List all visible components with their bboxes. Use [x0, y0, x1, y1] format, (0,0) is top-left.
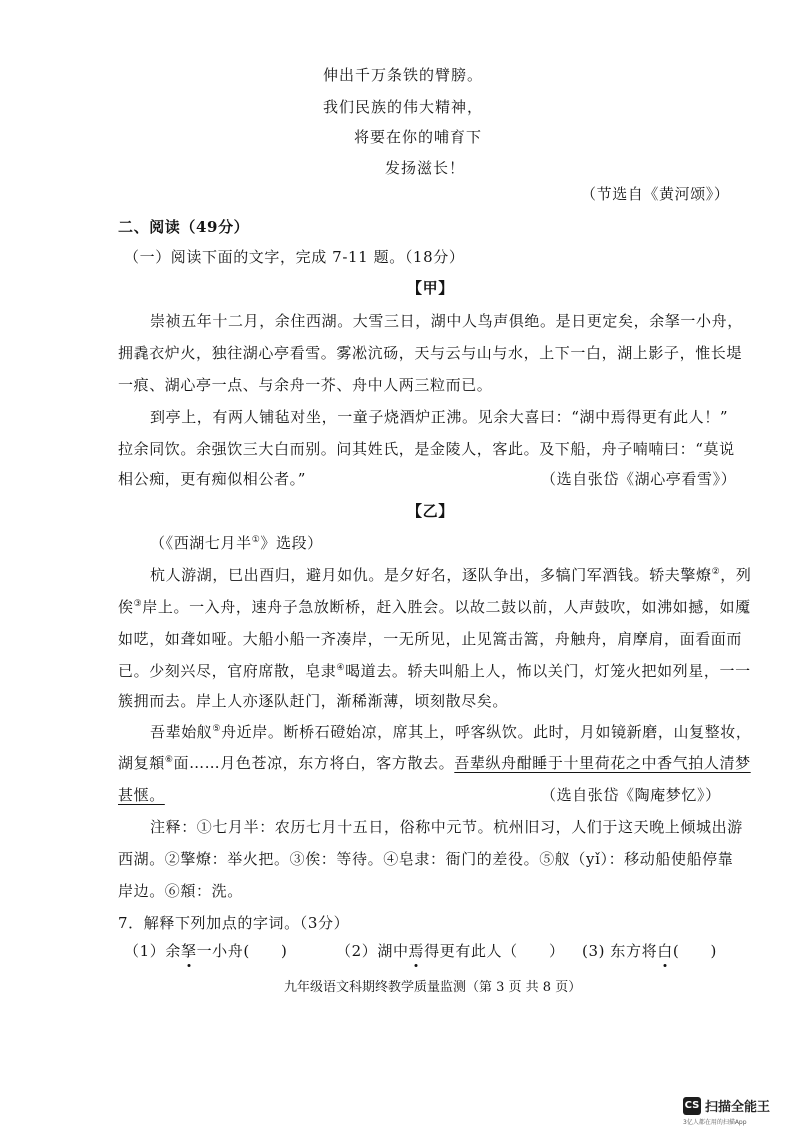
passage-yi-title: 【乙】	[407, 502, 454, 520]
emphasis-dot-char: 拏	[180, 942, 197, 960]
yi-line: 已。少刻兴尽，官府席散，皂隶④喝道去。轿夫叫船上人，怖以关门，灯笼火把如列星，一一	[118, 662, 751, 680]
question-7-item-2: （2）湖中焉得更有此人（ ）	[336, 942, 565, 960]
yi-line: 湖复頮⑥面……月色苍凉，东方将白，客方散去。吾辈纵舟酣睡于十里荷花之中香气拍人清梦	[118, 754, 751, 772]
underlined-sentence-end: 甚惬。	[118, 786, 165, 804]
jia-source: （选自张岱《湖心亭看雪》）	[541, 470, 737, 488]
yi-line	[118, 784, 165, 805]
poem-line-2: 我们民族的伟大精神，	[323, 98, 484, 116]
emphasis-dot-char: 白	[657, 942, 673, 960]
jia-line: 相公痴，更有痴似相公者。”	[118, 470, 306, 488]
question-7-item-1: （1）余拏一小舟( )	[124, 942, 288, 960]
cs-logo-icon: CS	[683, 1097, 701, 1115]
yi-source: （选自张岱《陶庵梦忆》）	[541, 786, 721, 804]
poem-line-3: 将要在你的哺育下	[354, 128, 483, 146]
watermark-name: 扫描全能王	[705, 1100, 771, 1115]
section-heading: 二、阅读（49分）	[118, 218, 250, 236]
yi-line: 杭人游湖，巳出酉归，避月如仇。是夕好名，逐队争出，多犒门军酒钱。轿夫擎燎②，列	[150, 566, 752, 584]
scanner-watermark	[683, 1096, 770, 1115]
passage-jia-title: 【甲】	[407, 279, 454, 297]
yi-line: 吾辈始舣⑤舟近岸。断桥石磴始凉，席其上，呼客纵饮。此时，月如镜新磨，山复整妆，	[150, 723, 752, 741]
question-7-item-3: (3) 东方将白( )	[582, 942, 717, 960]
section-subheading: （一）阅读下面的文字，完成 7-11 题。（18分）	[124, 248, 465, 266]
jia-line: 拉余同饮。余强饮三大白而别。问其姓氏，是金陵人，客此。及下船，舟子喃喃曰：“莫说	[118, 440, 735, 458]
jia-line: 到亭上，有两人铺毡对坐，一童子烧酒炉正沸。见余大喜曰：“湖中焉得更有此人！”	[150, 408, 729, 426]
poem-line-4: 发扬滋长！	[385, 159, 466, 177]
watermark-subtitle: 3亿人都在用的扫描App	[683, 1119, 747, 1126]
jia-line: 拥毳衣炉火，独往湖心亭看雪。雾凇沆砀，天与云与山与水，上下一白，湖上影子，惟长堤	[118, 344, 743, 362]
emphasis-dot-char: 焉	[408, 942, 425, 960]
notes-line: 西湖。②擎燎：举火把。③俟：等待。④皂隶：衙门的差役。⑤舣（yǐ）：移动船使船停靠	[118, 850, 734, 868]
poem-source: （节选自《黄河颂》）	[581, 185, 730, 203]
poem-line-1: 伸出千万条铁的臂膀。	[323, 66, 484, 84]
jia-line: 一痕、湖心亭一点、与余舟一芥、舟中人两三粒而已。	[118, 376, 493, 394]
underlined-sentence: 吾辈纵舟酣睡于十里荷花之中香气拍人清梦	[454, 754, 751, 772]
yi-subtitle: （《西湖七月半①》选段）	[150, 534, 323, 552]
page-footer: 九年级语文科期终教学质量监测（第 3 页 共 8 页）	[284, 980, 582, 995]
notes-line: 注释：①七月半：农历七月十五日，俗称中元节。杭州旧习，人们于这天晚上倾城出游	[150, 818, 743, 836]
jia-line: 崇祯五年十二月，余住西湖。大雪三日，湖中人鸟声俱绝。是日更定矣，余拏一小舟，	[150, 312, 743, 330]
notes-line: 岸边。⑥頮：洗。	[118, 882, 243, 900]
question-7-title: 7．解释下列加点的字词。（3分）	[118, 914, 350, 932]
yi-line: 如呓，如聋如哑。大船小船一齐凑岸，一无所见，止见篙击篙，舟触舟，肩摩肩，面看面而	[118, 630, 743, 648]
yi-line: 俟③岸上。一入舟，速舟子急放断桥，赶入胜会。以故二鼓以前，人声鼓吹，如沸如撼，如魇	[118, 598, 751, 616]
yi-line: 簇拥而去。岸上人亦逐队赶门，渐稀渐薄，顷刻散尽矣。	[118, 692, 509, 710]
